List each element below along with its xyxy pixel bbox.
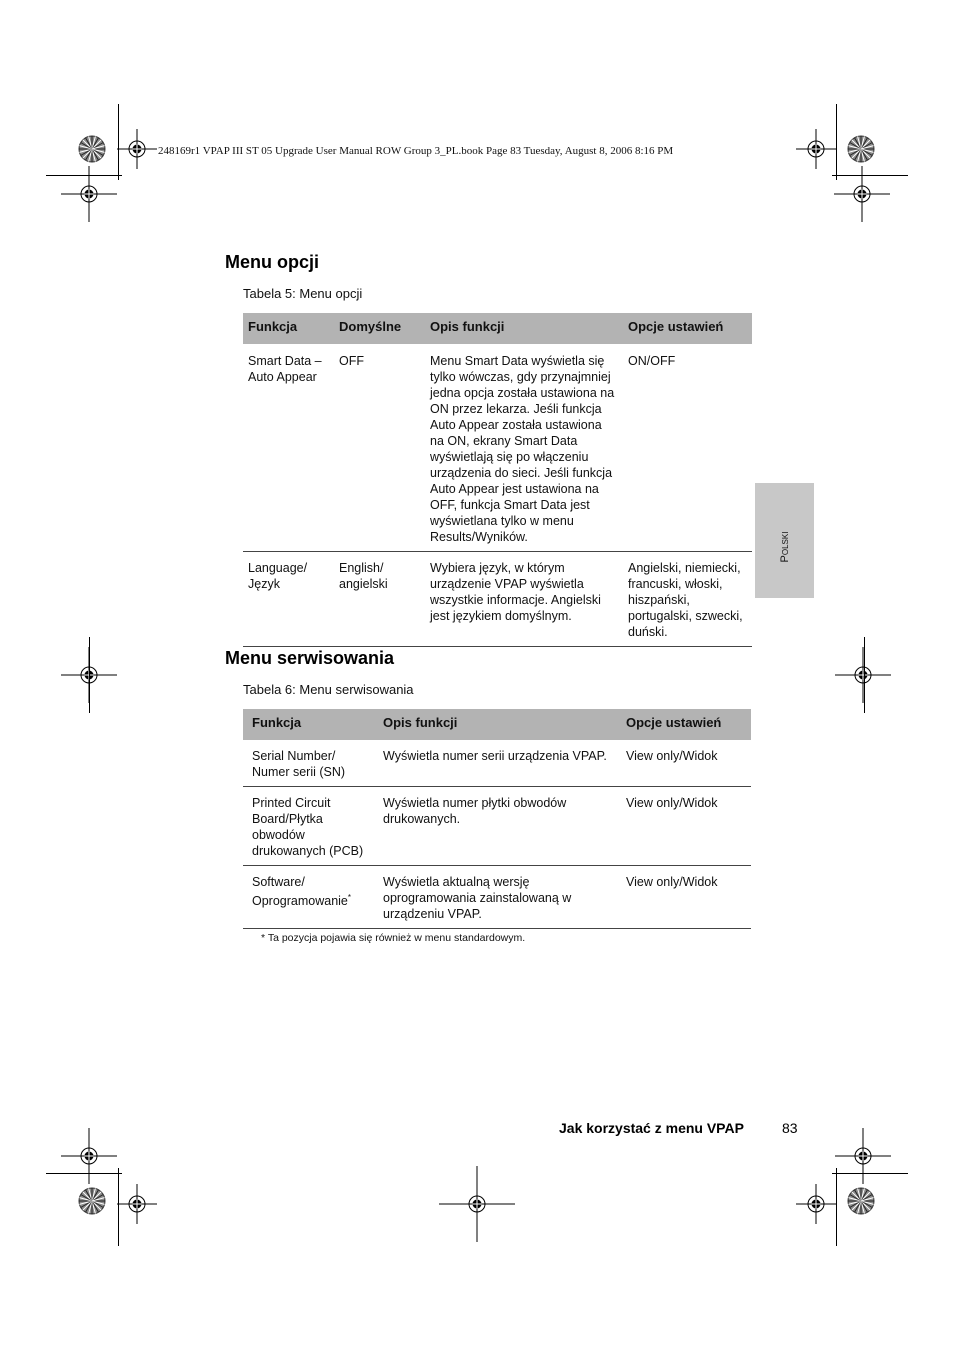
registration-crosshair-icon <box>439 1166 515 1242</box>
table-cell: Wyświetla numer serii urządzenia VPAP. <box>378 740 621 787</box>
table-cell: ON/OFF <box>623 344 752 552</box>
registration-crosshair-icon <box>61 1128 117 1184</box>
registration-crosshair-icon <box>835 647 891 703</box>
footer-chapter-title: Jak korzystać z menu VPAP <box>559 1120 744 1136</box>
table-cell: Printed Circuit Board/Płytka obwodów drukowanych (PCB) <box>243 787 378 866</box>
table-cell: View only/Widok <box>621 787 751 866</box>
registration-crosshair-icon <box>117 129 157 169</box>
registration-starburst-icon <box>847 1187 875 1215</box>
table-cell: Wyświetla numer płytki obwodów drukowanych. <box>378 787 621 866</box>
registration-starburst-icon <box>78 135 106 163</box>
registration-crosshair-icon <box>117 1184 157 1224</box>
section-title-menu-opcji: Menu opcji <box>225 252 319 272</box>
column-header: Opcje ustawień <box>623 313 752 344</box>
table-cell: Language/ Język <box>243 552 334 647</box>
trim-line <box>46 1173 122 1174</box>
table-cell: English/ angielski <box>334 552 425 647</box>
table-row <box>243 787 751 866</box>
page-number: 83 <box>782 1120 798 1136</box>
footnote-marker: * <box>347 893 352 902</box>
registration-crosshair-icon <box>796 129 836 169</box>
table5-caption: Tabela 5: Menu opcji <box>243 286 363 301</box>
options-menu-table <box>243 313 752 647</box>
table-cell: Serial Number/ Numer serii (SN) <box>243 740 378 787</box>
table-row <box>243 344 752 552</box>
trim-line <box>118 1168 119 1246</box>
table-row <box>243 866 751 929</box>
trim-line <box>864 637 865 713</box>
column-header: Funkcja <box>243 313 334 344</box>
table-cell: Software/ Oprogramowanie* <box>243 866 378 929</box>
column-header: Opcje ustawień <box>621 709 751 740</box>
table-cell: Wybiera język, w którym urządzenie VPAP wyświetla wszystkie informacje. Angielski jest językiem domyślnym. <box>425 552 623 647</box>
language-side-tab <box>755 483 814 598</box>
trim-line <box>46 175 122 176</box>
section-title-menu-serwisowania: Menu serwisowania <box>225 648 395 668</box>
registration-starburst-icon <box>847 135 875 163</box>
column-header: Funkcja <box>243 709 378 740</box>
trim-line <box>836 1168 837 1246</box>
table6-caption: Tabela 6: Menu serwisowania <box>243 682 414 697</box>
table6-footnote: * Ta pozycja pojawia się również w menu standardowym. <box>261 932 526 944</box>
side-tab-label: POLSKI <box>779 531 791 563</box>
trim-line <box>832 175 908 176</box>
table-header-row <box>243 709 751 740</box>
table-cell: OFF <box>334 344 425 552</box>
table-cell: View only/Widok <box>621 866 751 929</box>
trim-line <box>118 104 119 180</box>
service-menu-table <box>243 709 751 929</box>
column-header: Opis funkcji <box>425 313 623 344</box>
table-cell: Menu Smart Data wyświetla się tylko wówczas, gdy przynajmniej jedna opcja została ustawiona na ON przez lekarza. Jeśli funkcja Auto Appear została ustawiona na ON, ekrany Smart Data wyświetlają się po włączeniu urządzenia do sieci. Jeśli funkcja Auto Appear jest ustawiona na OFF, funkcja Smart Data jest wyświetlana tylko w menu Results/Wyników. <box>425 344 623 552</box>
table-cell: Wyświetla aktualną wersję oprogramowania zainstalowaną w urządzeniu VPAP. <box>378 866 621 929</box>
table-cell: Smart Data – Auto Appear <box>243 344 334 552</box>
registration-starburst-icon <box>78 1187 106 1215</box>
column-header: Domyślne <box>334 313 425 344</box>
trim-line <box>836 104 837 180</box>
registration-crosshair-icon <box>835 1128 891 1184</box>
table-row <box>243 552 752 647</box>
table-row <box>243 740 751 787</box>
table-cell: View only/Widok <box>621 740 751 787</box>
trim-line <box>832 1173 908 1174</box>
table-cell: Angielski, niemiecki, francuski, włoski, hiszpański, portugalski, szwecki, duński. <box>623 552 752 647</box>
trim-line <box>89 637 90 713</box>
table-header-row <box>243 313 752 344</box>
book-header-info: 248169r1 VPAP III ST 05 Upgrade User Manual ROW Group 3_PL.book Page 83 Tuesday, August 8, 2006 8:16 PM <box>158 145 674 157</box>
registration-crosshair-icon <box>796 1184 836 1224</box>
column-header: Opis funkcji <box>378 709 621 740</box>
